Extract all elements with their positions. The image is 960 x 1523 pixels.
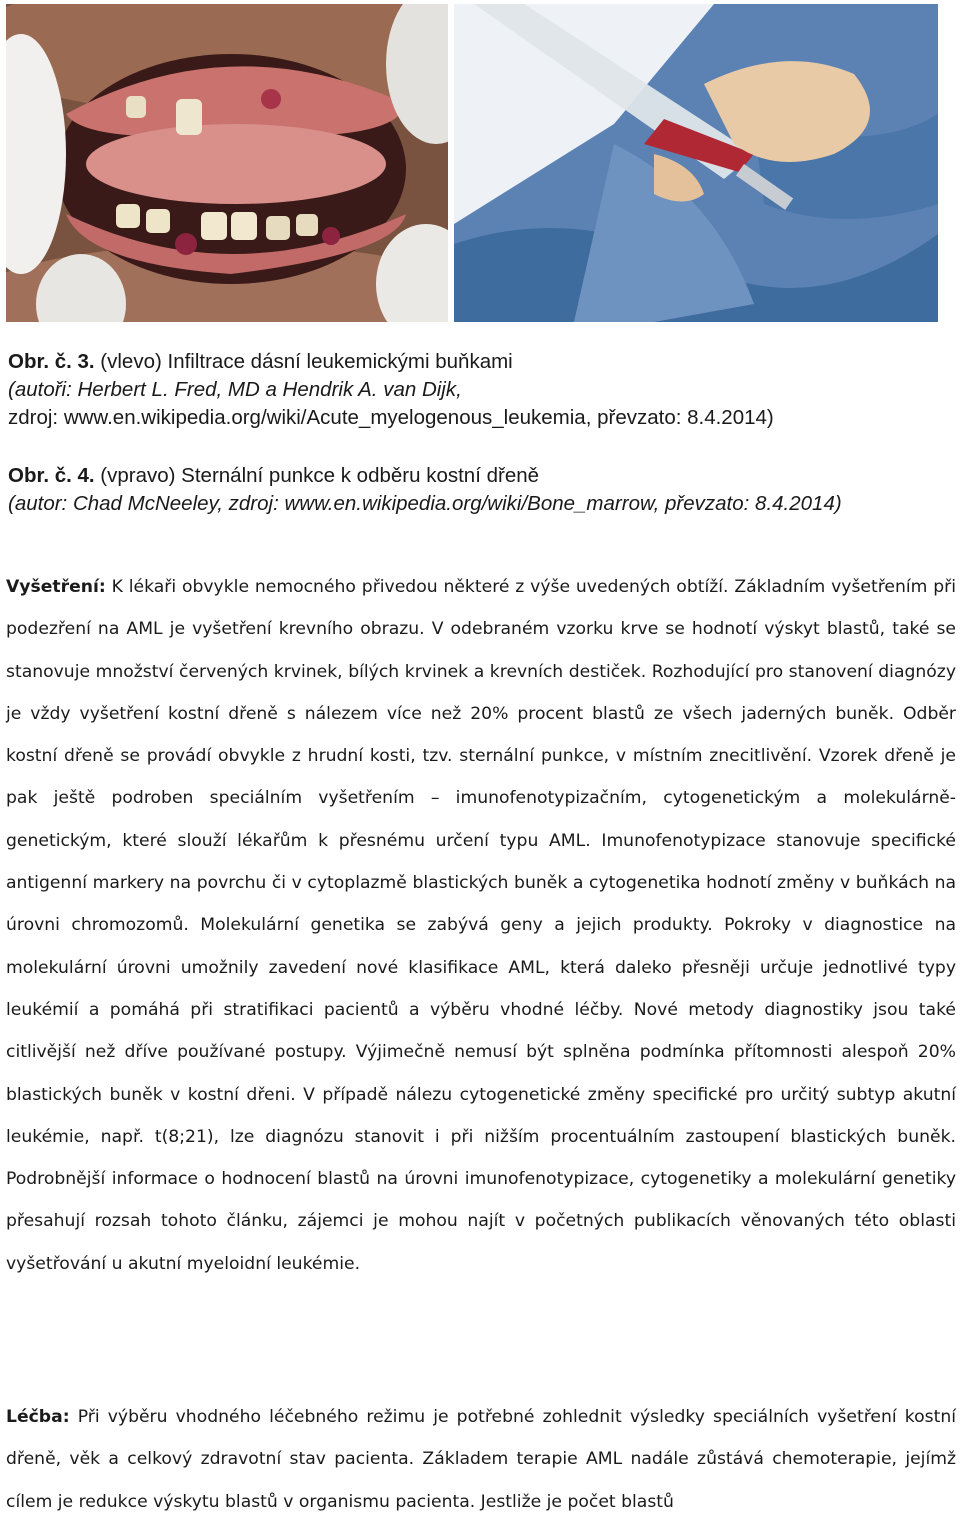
gum-infiltration-image — [6, 4, 448, 322]
figure-3-photo — [6, 4, 448, 322]
section-examination — [6, 566, 956, 1285]
examination-text: K lékaři obvykle nemocného přivedou některé z výše uvedených obtíží. Základním vyšetřením při podezření na AML je vyšetření krevního obrazu. V odebraném vzorku krve se hodnotí výskyt blastů, také se stanovuje množství červených krvinek, bílých krvinek a krevních destiček. Rozhodující pro stanovení diagnózy je vždy vyšetření kostní dřeně s nálezem více než 20% procent blastů ze všech jaderných buněk. Odběr kostní dřeně se provádí obvykle z hrudní kosti, tzv. sternální punkce, v místním znecitlivění. Vzorek dřeně je pak ještě podroben speciálním vyšetřením – imunofenotypizačním, cytogenetickým a molekulárně-genetickým, které slouží lékařům k přesnému určení typu AML. Imunofenotypizace stanovuje specifické antigenní markery na povrchu či v cytoplazmě blastických buněk a cytogenetika hodnotí změny v buňkách na úrovni chromozomů. Molekulární genetika se zabývá geny a jejich produkty. Pokroky v diagnostice na molekulární úrovni umožnily zavedení nové klasifikace AML, která daleko přesněji určuje jednotlivé typy leukémií a pomáhá při stratifikaci pacientů a výběru vhodné léčby. Nové metody diagnostiky jsou také citlivější než dříve používané postupy. Výjimečně nemusí být splněna podmínka přítomnosti alespoň 20% blastických buněk v kostní dřeni. V případě nálezu cytogenetické změny specifické pro určitý subtyp akutní leukémie, např. t(8;21), lze diagnózu stanovit i při nižším procentuálním zastoupení blastických buněk. Podrobnější informace o hodnocení blastů na úrovni imunofenotypizace, cytogenetiky a molekulární genetiky přesahují rozsah tohoto článku, zájemci je mohou najít v početných publikacích věnovaných této oblasti vyšetřování u akutní myeloidní leukémie. — [6, 577, 956, 1274]
figure-3-authors: (autoři: Herbert L. Fred, MD a Hendrik A. van Dijk, — [8, 378, 462, 401]
treatment-heading: Léčba: — [6, 1407, 70, 1427]
treatment-text: Při výběru vhodného léčebného režimu je potřebné zohlednit výsledky speciálních vyšetření kostní dřeně, věk a celkový zdravotní stav pacienta. Základem terapie AML nadále zůstává chemoterapie, jejímž cílem je redukce výskytu blastů v organismu pacienta. Jestliže je počet blastů — [6, 1407, 956, 1512]
examination-heading: Vyšetření: — [6, 577, 106, 597]
figure-3-caption — [8, 348, 952, 432]
figure-4-title: (vpravo) Sternální punkce k odběru kostní dřeně — [94, 464, 540, 487]
figure-4-photo — [454, 4, 938, 322]
figure-3-title: (vlevo) Infiltrace dásní leukemickými buňkami — [94, 350, 513, 373]
section-treatment — [6, 1396, 956, 1523]
figure-3-source: zdroj: www.en.wikipedia.org/wiki/Acute_myelogenous_leukemia, převzato: 8.4.2014) — [8, 406, 774, 429]
sternal-puncture-image — [454, 4, 938, 322]
figure-3-label: Obr. č. 3. — [8, 350, 95, 373]
figure-4-caption — [8, 462, 952, 518]
figure-4-label: Obr. č. 4. — [8, 464, 95, 487]
figure-4-source: (autor: Chad McNeeley, zdroj: www.en.wikipedia.org/wiki/Bone_marrow, převzato: 8.4.2014) — [8, 492, 842, 515]
